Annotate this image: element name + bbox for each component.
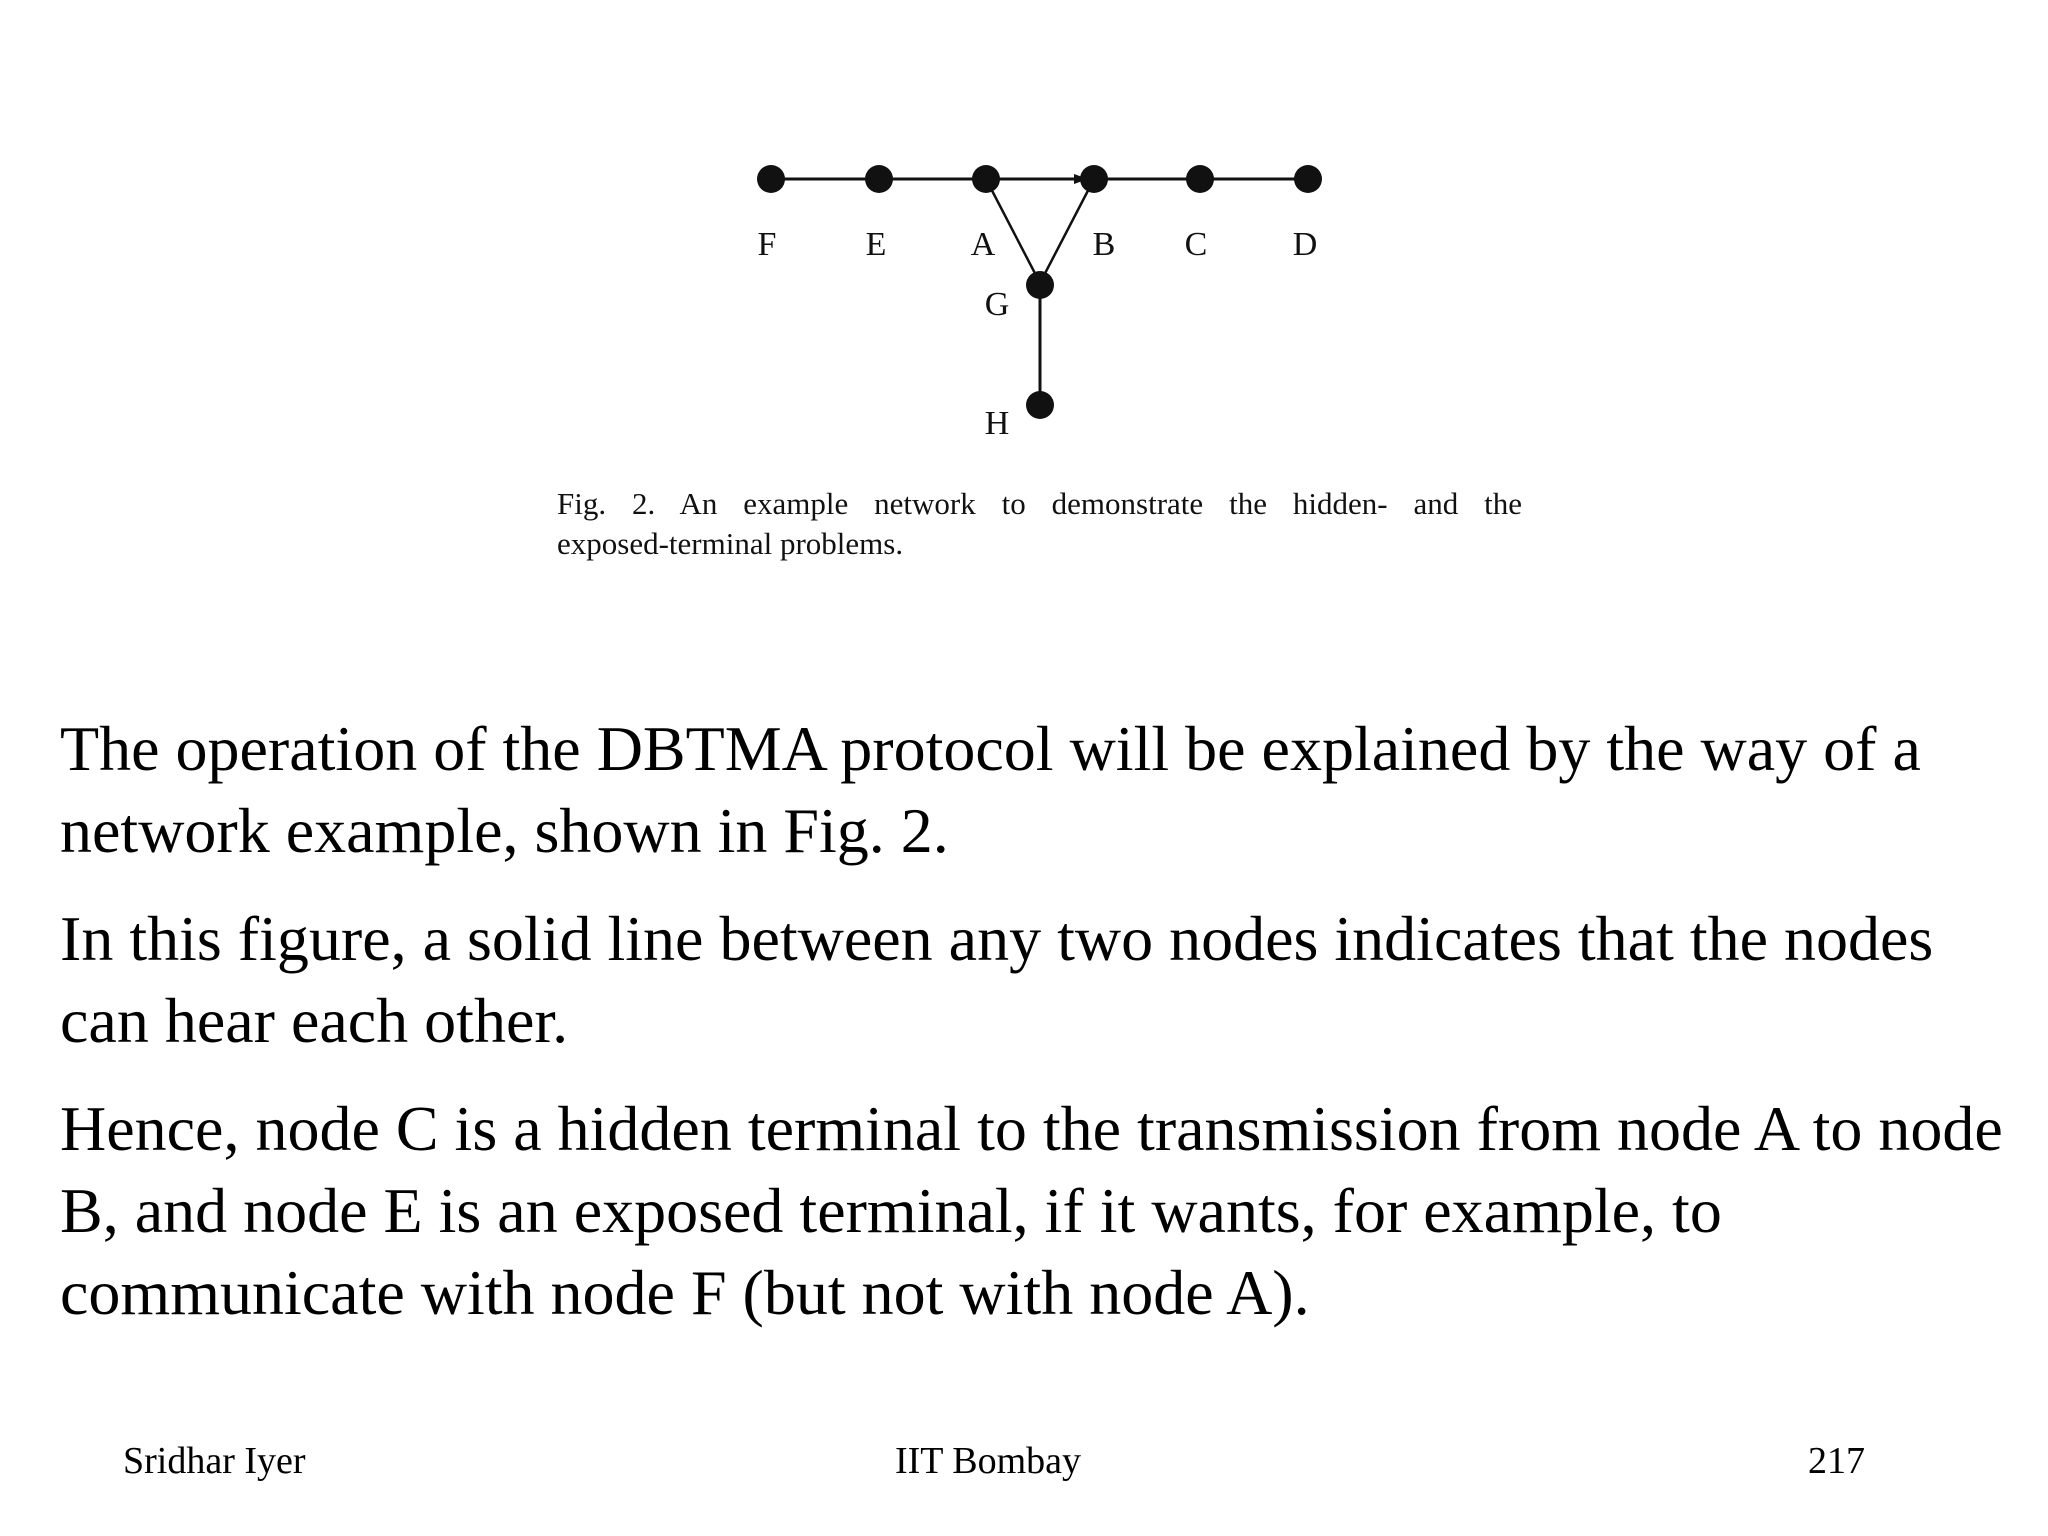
footer-author: Sridhar Iyer	[123, 1440, 306, 1482]
node-label-g: G	[984, 286, 1010, 323]
node-f	[757, 165, 785, 193]
node-label-d: D	[1292, 226, 1318, 263]
node-d	[1294, 165, 1322, 193]
node-a	[972, 165, 1000, 193]
body-paragraph-1: The operation of the DBTMA protocol will be explained by the way of a network example, shown in Fig. 2.	[60, 713, 1921, 866]
figure-caption	[557, 484, 1522, 564]
footer-page-number: 217	[1808, 1440, 1865, 1482]
node-g	[1026, 271, 1054, 299]
node-label-a: A	[970, 226, 996, 263]
figure-caption-line-1: Fig. 2. An example network to demonstrate the hidden- and the	[557, 486, 1522, 521]
figure-caption-line-2: exposed-terminal problems.	[557, 526, 904, 561]
body-paragraph-2: In this figure, a solid line between any two nodes indicates that the nodes can hear each other.	[60, 903, 1934, 1056]
node-label-c: C	[1184, 226, 1208, 263]
node-label-b: B	[1092, 226, 1116, 263]
edge-b-g	[1040, 179, 1094, 283]
node-h	[1026, 391, 1054, 419]
node-b	[1080, 165, 1108, 193]
footer-institution: IIT Bombay	[894, 1440, 1082, 1482]
node-e	[865, 165, 893, 193]
body-paragraph-3: Hence, node C is a hidden terminal to the transmission from node A to node B, and node E is an exposed terminal, if it wants, for example, to communicate with node F (but not with node A).	[60, 1093, 2003, 1328]
node-c	[1186, 165, 1214, 193]
node-label-h: H	[984, 405, 1010, 442]
node-label-e: E	[865, 226, 887, 263]
slide-body	[60, 708, 2020, 1360]
node-label-f: F	[757, 226, 777, 263]
